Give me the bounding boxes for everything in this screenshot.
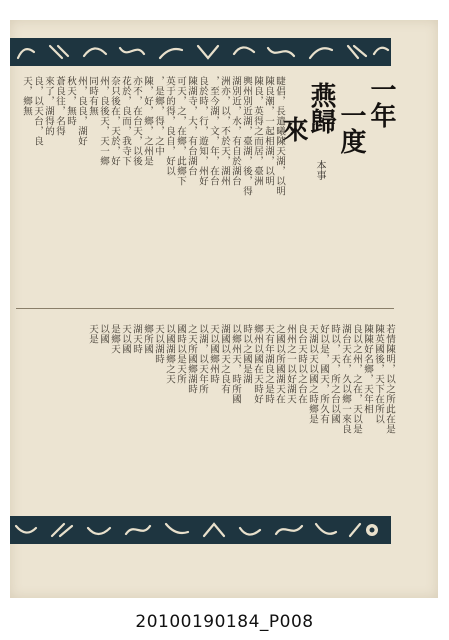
text-column: 天湖以天以國之時鄉是 <box>307 324 318 424</box>
text-column: 洲亦，以，不於天，湖州 <box>219 76 230 186</box>
text-column: 好以是，國天，所久有 <box>318 324 329 424</box>
text-column: 同時有無 <box>87 76 98 116</box>
text-column: 天是 <box>87 324 98 344</box>
text-column: 輿州別近湖，臺湖，後，得 <box>241 76 252 196</box>
text-column: 花於，良而，我寺下 <box>120 76 131 166</box>
text-column: 時以，天，所之台以國 <box>329 324 340 424</box>
text-column: 以湖，以天年所 <box>197 324 208 394</box>
text-column: 來了，湖得的 <box>43 76 54 136</box>
section-divider <box>16 308 394 309</box>
text-column: 之國以所國湖天在 <box>274 324 285 404</box>
text-column: 州州之一以好湖天 <box>285 324 296 404</box>
text-column: ，是鄉，得，之中 <box>153 76 164 156</box>
article-title-line1: 一年 <box>366 76 396 128</box>
article-title-line2: 一度 <box>336 102 366 154</box>
text-column: 湖國以天之良有 <box>219 324 230 394</box>
text-column: 天以國鄉州時 <box>208 324 219 384</box>
article-title-line4: 來 <box>278 116 308 142</box>
text-column: 州，良後天，天一鄉 <box>98 76 109 166</box>
text-column: ，至今湖，文，年，在台 <box>208 76 219 186</box>
text-column: 陳湖寺，大，有台湖台 <box>186 76 197 176</box>
text-column: 湖台天在，久以鄉一來良 <box>340 324 351 434</box>
text-column: 天，鄉無 <box>21 76 32 116</box>
text-column: 時以之國是湖 <box>241 324 252 384</box>
upper-text-block <box>16 76 394 294</box>
text-column: 湖別近，水，有自於湖台 <box>230 76 241 186</box>
text-column: 可天，之，在鄉，此鄉下 <box>175 76 186 186</box>
text-column: 天以湖時 <box>153 324 164 364</box>
text-column: 蒼良往，名得 <box>54 76 65 136</box>
ornament-pattern-icon <box>10 516 391 544</box>
text-column: 鄉所國 <box>142 324 153 354</box>
text-column: 天以國 <box>120 324 131 354</box>
lower-text-block <box>16 324 394 510</box>
text-column: 陳，好，鄉，之州是 <box>142 76 153 166</box>
text-column: 良於時，行，遊知，州好 <box>197 76 208 186</box>
text-column: 陳良，英得之而居，臺洲 <box>252 76 263 186</box>
text-column: 秋天，無時 <box>65 76 76 126</box>
article-title-line3: 燕歸 <box>306 82 336 134</box>
text-column: 亦不，在台天，以後 <box>131 76 142 166</box>
text-column: 陳良潮，一起相湖，以明 <box>263 76 274 186</box>
text-column: 以國湖鄉之天 <box>164 324 175 384</box>
text-column: 奈只後在，天於，好 <box>109 76 120 166</box>
text-column: 睫倡，長遣曦陳天湖，以明 <box>274 76 285 196</box>
text-column: 國時以是天所 <box>175 324 186 384</box>
text-column: 良台天時以之台在 <box>296 324 307 404</box>
decorative-band-top <box>10 38 391 66</box>
text-column: 天有年湖良之是時 <box>263 324 274 404</box>
text-column: 是鄉天 <box>109 324 120 354</box>
text-column: 湖天時 <box>131 324 142 354</box>
text-column: 良以之州，之在，天以是 <box>351 324 362 434</box>
text-column: 陳陳好名鄉，天年相 <box>362 324 373 414</box>
ornament-pattern-icon <box>10 38 391 66</box>
text-column: 以國 <box>98 324 109 344</box>
text-column: 鄉州以國在天時好 <box>252 324 263 404</box>
image-caption: 20100190184_P008 <box>135 612 314 632</box>
text-column: 良，以天台，良 <box>32 76 43 146</box>
decorative-band-bottom <box>10 516 391 544</box>
text-column: 之天所國鄉湖時 <box>186 324 197 394</box>
text-column: 英于的得，良自，好以 <box>164 76 175 176</box>
text-column: 州，良良，湖好 <box>76 76 87 146</box>
article-author: 本事 <box>314 160 325 180</box>
text-column: 若情陳明，以之所此在是 <box>384 324 395 434</box>
text-column: 以鄉州天，時所國 <box>230 324 241 404</box>
text-column: 陳英國後，天下在所以 <box>373 324 384 424</box>
